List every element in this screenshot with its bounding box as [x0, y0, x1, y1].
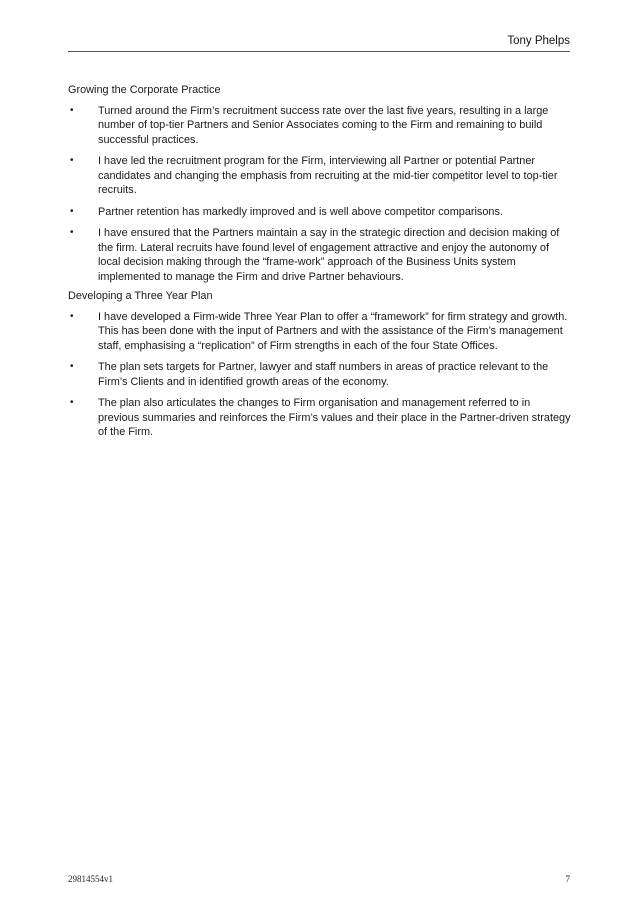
bullet-item [68, 360, 571, 389]
bullet-list [68, 104, 571, 285]
document-body [68, 83, 571, 447]
bullet-icon: • [70, 310, 74, 322]
bullet-text: I have ensured that the Partners maintain a say in the strategic direction and decision making of the firm. Lateral recruits have found level of engagement attractive and enjoy the autonomy of local decision making through the “frame-work” approach of the Business Units system implemented to manage the Firm and drive Partner behaviours. [98, 227, 560, 283]
header-divider [68, 51, 570, 52]
bullet-item [68, 104, 571, 148]
bullet-text: Turned around the Firm’s recruitment success rate over the last five years, resulting in a large number of top-tier Partners and Senior Associates coming to the Firm and remaining to build successful practices. [98, 104, 549, 146]
bullet-item [68, 226, 571, 284]
bullet-icon: • [70, 205, 74, 217]
bullet-item [68, 154, 571, 198]
bullet-list [68, 310, 571, 440]
header-author-name: Tony Phelps [507, 35, 570, 47]
bullet-item [68, 205, 571, 220]
bullet-icon: • [70, 397, 74, 408]
footer-page-number: 7 [565, 874, 570, 884]
bullet-text: The plan sets targets for Partner, lawyer and staff numbers in areas of practice relevant to the Firm’s Clients and in identified growth areas of the economy. [98, 361, 549, 388]
section-heading: Growing the Corporate Practice [68, 84, 221, 96]
bullet-text: The plan also articulates the changes to Firm organisation and management referred to in previous summaries and reinforces the Firm’s values and their place in the Partner-driven strategy of the Firm. [98, 397, 571, 438]
bullet-icon: • [70, 155, 74, 166]
bullet-icon: • [70, 104, 74, 116]
footer-document-id: 29814554v1 [68, 874, 113, 884]
bullet-icon: • [70, 227, 74, 238]
bullet-item [68, 310, 571, 354]
bullet-text: I have developed a Firm-wide Three Year Plan to offer a “framework” for firm strategy and growth. This has been done with the input of Partners and with the assistance of the Firm’s management staff, emphasising a “replication” of Firm strengths in each of the four State Offices. [98, 310, 568, 352]
section-heading: Developing a Three Year Plan [68, 290, 213, 302]
bullet-text: Partner retention has markedly improved and is well above competitor comparisons. [98, 205, 503, 218]
bullet-item [68, 396, 571, 440]
bullet-icon: • [70, 361, 74, 372]
bullet-text: I have led the recruitment program for the Firm, interviewing all Partner or potential Partner candidates and changing the emphasis from recruiting at the mid-tier competitor level to top-tier recruits. [98, 155, 558, 196]
